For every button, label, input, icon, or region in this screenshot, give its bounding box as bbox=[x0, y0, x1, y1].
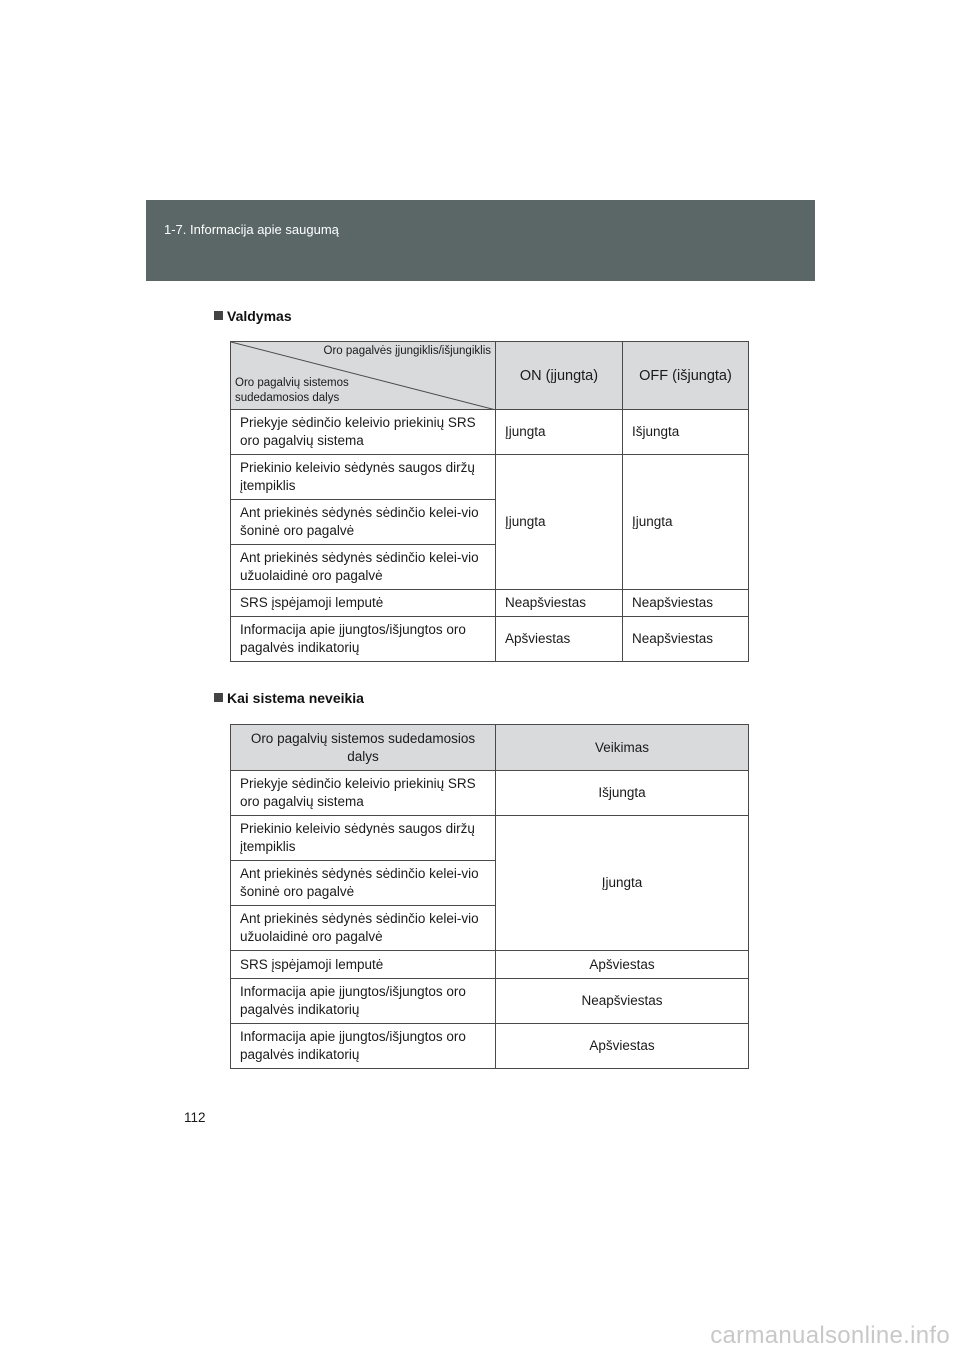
table-cell-component: Ant priekinės sėdynės sėdinčio kelei-vio užuolaidinė oro pagalvė bbox=[231, 906, 496, 951]
control-table bbox=[230, 341, 749, 662]
table-cell-component: Informacija apie įjungtos/išjungtos oro pagalvės indikatorių bbox=[231, 617, 496, 662]
table-cell-action: Įjungta bbox=[496, 816, 749, 951]
table-cell-off: Neapšviestas bbox=[623, 590, 749, 617]
watermark-text: carmanualsonline.info bbox=[710, 1322, 950, 1349]
table-cell-on: Įjungta bbox=[496, 455, 623, 590]
diagonal-header-cell bbox=[231, 342, 496, 410]
section-heading-malfunction bbox=[214, 690, 364, 706]
section-heading-control bbox=[214, 308, 292, 324]
chapter-title: 1-7. Informacija apie saugumą bbox=[164, 222, 339, 237]
column-header-action: Veikimas bbox=[496, 725, 749, 771]
table-cell-off: Neapšviestas bbox=[623, 617, 749, 662]
table-cell-component: Informacija apie įjungtos/išjungtos oro pagalvės indikatorių bbox=[231, 1024, 496, 1069]
table-cell-action: Apšviestas bbox=[496, 1024, 749, 1069]
table-cell-action: Apšviestas bbox=[496, 951, 749, 979]
malfunction-table bbox=[230, 724, 749, 1069]
table-cell-component: Priekyje sėdinčio keleivio priekinių SRS oro pagalvių sistema bbox=[231, 771, 496, 816]
page-number: 112 bbox=[184, 1110, 206, 1125]
table-cell-component: Informacija apie įjungtos/išjungtos oro pagalvės indikatorių bbox=[231, 979, 496, 1024]
table-cell-off: Išjungta bbox=[623, 410, 749, 455]
table-cell-component: Priekyje sėdinčio keleivio priekinių SRS oro pagalvių sistema bbox=[231, 410, 496, 455]
table-cell-component: Ant priekinės sėdynės sėdinčio kelei-vio užuolaidinė oro pagalvė bbox=[231, 545, 496, 590]
table-cell-component: SRS įspėjamoji lemputė bbox=[231, 590, 496, 617]
section-heading-malfunction-text: Kai sistema neveikia bbox=[227, 690, 364, 706]
table-cell-on: Įjungta bbox=[496, 410, 623, 455]
column-header-component: Oro pagalvių sistemos sudedamosios dalys bbox=[231, 725, 496, 771]
table-cell-on: Apšviestas bbox=[496, 617, 623, 662]
column-header-off: OFF (išjungta) bbox=[623, 342, 749, 410]
table-cell-off: Įjungta bbox=[623, 455, 749, 590]
table-cell-component: Ant priekinės sėdynės sėdinčio kelei-vio šoninė oro pagalvė bbox=[231, 500, 496, 545]
square-bullet-icon bbox=[214, 693, 223, 702]
section-heading-control-text: Valdymas bbox=[227, 308, 292, 324]
table-cell-action: Neapšviestas bbox=[496, 979, 749, 1024]
table-cell-component: Priekinio keleivio sėdynės saugos diržų įtempiklis bbox=[231, 455, 496, 500]
chapter-header-band bbox=[146, 200, 815, 281]
table-cell-component: Priekinio keleivio sėdynės saugos diržų įtempiklis bbox=[231, 816, 496, 861]
switch-header-label: Oro pagalvės įjungiklis/išjungiklis bbox=[323, 345, 491, 357]
square-bullet-icon bbox=[214, 311, 223, 320]
table-cell-on: Neapšviestas bbox=[496, 590, 623, 617]
components-header-label: Oro pagalvių sistemos sudedamosios dalys bbox=[235, 377, 349, 404]
table-cell-component: Ant priekinės sėdynės sėdinčio kelei-vio šoninė oro pagalvė bbox=[231, 861, 496, 906]
table-cell-action: Išjungta bbox=[496, 771, 749, 816]
table-cell-component: SRS įspėjamoji lemputė bbox=[231, 951, 496, 979]
column-header-on: ON (įjungta) bbox=[496, 342, 623, 410]
